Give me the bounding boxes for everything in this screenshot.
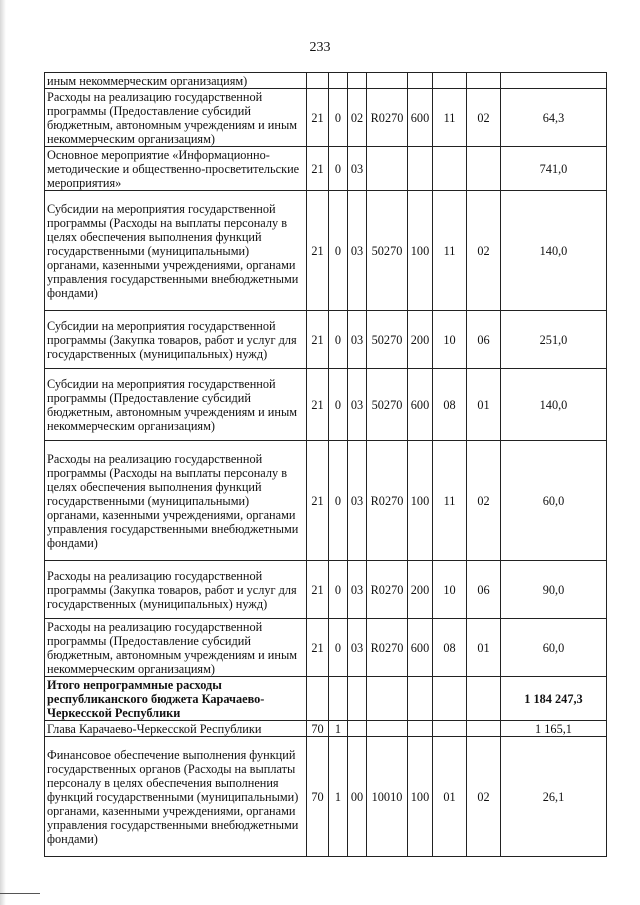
code-cell: R0270 [367,619,408,677]
code-cell [367,73,408,89]
code-cell [408,721,433,737]
table-row [45,369,607,441]
code-cell [433,147,467,191]
code-cell: 600 [408,619,433,677]
amount-cell: 140,0 [501,369,607,441]
code-cell [408,73,433,89]
footer-rule [0,893,40,894]
code-cell: 200 [408,311,433,369]
code-cell: 0 [329,147,348,191]
code-cell [367,721,408,737]
code-cell: R0270 [367,561,408,619]
code-cell: 10010 [367,737,408,857]
amount-cell: 26,1 [501,737,607,857]
code-cell: 21 [307,561,329,619]
code-cell: 21 [307,147,329,191]
code-cell: 03 [348,561,367,619]
code-cell: 0 [329,441,348,561]
expense-name-cell: Основное мероприятие «Информационно-методические и общественно-просветительские мероприятия» [45,147,307,191]
table-row [45,147,607,191]
expense-name-cell: Субсидии на мероприятия государственной программы (Предоставление субсидий бюджетным, автономным учреждениям и иным некоммерческим организациям) [45,369,307,441]
scan-edge [0,0,6,905]
code-cell: R0270 [367,441,408,561]
table-row [45,311,607,369]
code-cell [467,677,501,721]
expense-name-cell: Глава Карачаево-Черкесской Республики [45,721,307,737]
code-cell: 11 [433,89,467,147]
code-cell: 100 [408,737,433,857]
code-cell: 21 [307,89,329,147]
code-cell: 00 [348,737,367,857]
expense-name-cell: Расходы на реализацию государственной программы (Предоставление субсидий бюджетным, автономным учреждениям и иным некоммерческим организациям) [45,89,307,147]
code-cell: 50270 [367,191,408,311]
code-cell: 0 [329,89,348,147]
code-cell: 01 [433,737,467,857]
amount-cell: 60,0 [501,619,607,677]
code-cell: 01 [467,619,501,677]
code-cell: 03 [348,619,367,677]
table-row [45,737,607,857]
table-row [45,561,607,619]
code-cell [467,147,501,191]
code-cell: 11 [433,191,467,311]
amount-cell: 251,0 [501,311,607,369]
code-cell: 08 [433,619,467,677]
code-cell [433,677,467,721]
code-cell [467,721,501,737]
code-cell: 02 [467,737,501,857]
code-cell: 600 [408,369,433,441]
table-row [45,677,607,721]
code-cell: 50270 [367,311,408,369]
code-cell: 50270 [367,369,408,441]
table-body [45,73,607,857]
code-cell [367,677,408,721]
expense-name-cell: Итого непрограммные расходы республиканского бюджета Карачаево-Черкесской Республики [45,677,307,721]
amount-cell: 140,0 [501,191,607,311]
amount-cell: 1 165,1 [501,721,607,737]
amount-cell: 60,0 [501,441,607,561]
code-cell: 0 [329,619,348,677]
code-cell: 06 [467,561,501,619]
code-cell: 10 [433,311,467,369]
code-cell [348,677,367,721]
code-cell: 1 [329,737,348,857]
code-cell [433,73,467,89]
code-cell: 0 [329,561,348,619]
code-cell: 06 [467,311,501,369]
code-cell [408,147,433,191]
code-cell [348,73,367,89]
code-cell: 03 [348,191,367,311]
code-cell: 600 [408,89,433,147]
code-cell: 200 [408,561,433,619]
code-cell: 0 [329,369,348,441]
amount-cell: 64,3 [501,89,607,147]
code-cell: 21 [307,311,329,369]
code-cell: 02 [467,441,501,561]
expense-name-cell: Расходы на реализацию государственной программы (Предоставление субсидий бюджетным, автономным учреждениям и иным некоммерческим организациям) [45,619,307,677]
table-row [45,89,607,147]
expense-name-cell: Субсидии на мероприятия государственной программы (Расходы на выплаты персоналу в целях обеспечения выполнения функций государственными (муниципальными) органами, казенными учреждениями, органами управления государственными внебюджетными фондами) [45,191,307,311]
expense-name-cell: Расходы на реализацию государственной программы (Расходы на выплаты персоналу в целях обеспечения выполнения функций государственными (муниципальными) органами, казенными учреждениями, органами управления государственными внебюджетными фондами) [45,441,307,561]
code-cell [307,73,329,89]
code-cell: 11 [433,441,467,561]
code-cell [408,677,433,721]
code-cell: 0 [329,191,348,311]
table-row [45,619,607,677]
code-cell: 100 [408,191,433,311]
budget-table [44,72,607,857]
expense-name-cell: Финансовое обеспечение выполнения функций государственных органов (Расходы на выплаты персоналу в целях обеспечения выполнения функций государственными (муниципальными) органами, казенными учреждениями, органами управления государственными внебюджетными фондами) [45,737,307,857]
code-cell: 21 [307,441,329,561]
code-cell: 03 [348,311,367,369]
table-row [45,191,607,311]
code-cell: 08 [433,369,467,441]
code-cell: 70 [307,721,329,737]
amount-cell [501,73,607,89]
code-cell: 03 [348,441,367,561]
table-row [45,721,607,737]
code-cell: 02 [467,191,501,311]
code-cell: 1 [329,721,348,737]
code-cell [348,721,367,737]
page-number: 233 [309,40,331,55]
code-cell: 02 [348,89,367,147]
code-cell [307,677,329,721]
amount-cell: 90,0 [501,561,607,619]
code-cell: 21 [307,369,329,441]
code-cell: 21 [307,191,329,311]
code-cell: 01 [467,369,501,441]
code-cell: 0 [329,311,348,369]
code-cell: 02 [467,89,501,147]
code-cell: 100 [408,441,433,561]
code-cell: 70 [307,737,329,857]
code-cell: 10 [433,561,467,619]
code-cell: R0270 [367,89,408,147]
code-cell [433,721,467,737]
expense-name-cell: Субсидии на мероприятия государственной программы (Закупка товаров, работ и услуг для государственных (муниципальных) нужд) [45,311,307,369]
amount-cell: 741,0 [501,147,607,191]
code-cell [467,73,501,89]
code-cell [367,147,408,191]
code-cell [329,73,348,89]
expense-name-cell: Расходы на реализацию государственной программы (Закупка товаров, работ и услуг для государственных (муниципальных) нужд) [45,561,307,619]
table-row [45,441,607,561]
expense-name-cell: иным некоммерческим организациям) [45,73,307,89]
code-cell: 21 [307,619,329,677]
table-row [45,73,607,89]
amount-cell: 1 184 247,3 [501,677,607,721]
code-cell: 03 [348,369,367,441]
code-cell: 03 [348,147,367,191]
code-cell [329,677,348,721]
